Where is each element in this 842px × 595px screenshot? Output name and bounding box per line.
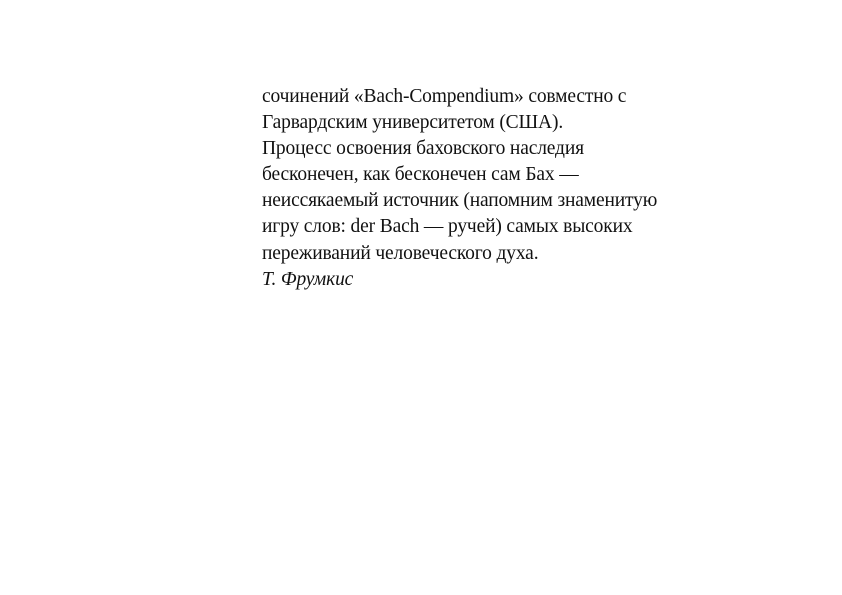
text-line-5: неиссякаемый источник (напомним знаменитую — [262, 190, 658, 212]
text-line-4: бесконечен, как бесконечен сам Бах — — [262, 164, 579, 186]
text-block — [262, 84, 732, 293]
author-signature: Т. Фрумкис — [262, 268, 354, 290]
text-line-2: Гарвардским университетом (США). — [262, 112, 564, 134]
text-line-3: Процесс освоения баховского наследия — [262, 138, 584, 160]
text-line-7: переживаний человеческого духа. — [262, 242, 539, 264]
text-line-1: сочинений «Bach-Compendium» совместно с — [262, 86, 627, 107]
text-line-6: игру слов: der Bach — ручей) самых высоких — [262, 216, 633, 238]
